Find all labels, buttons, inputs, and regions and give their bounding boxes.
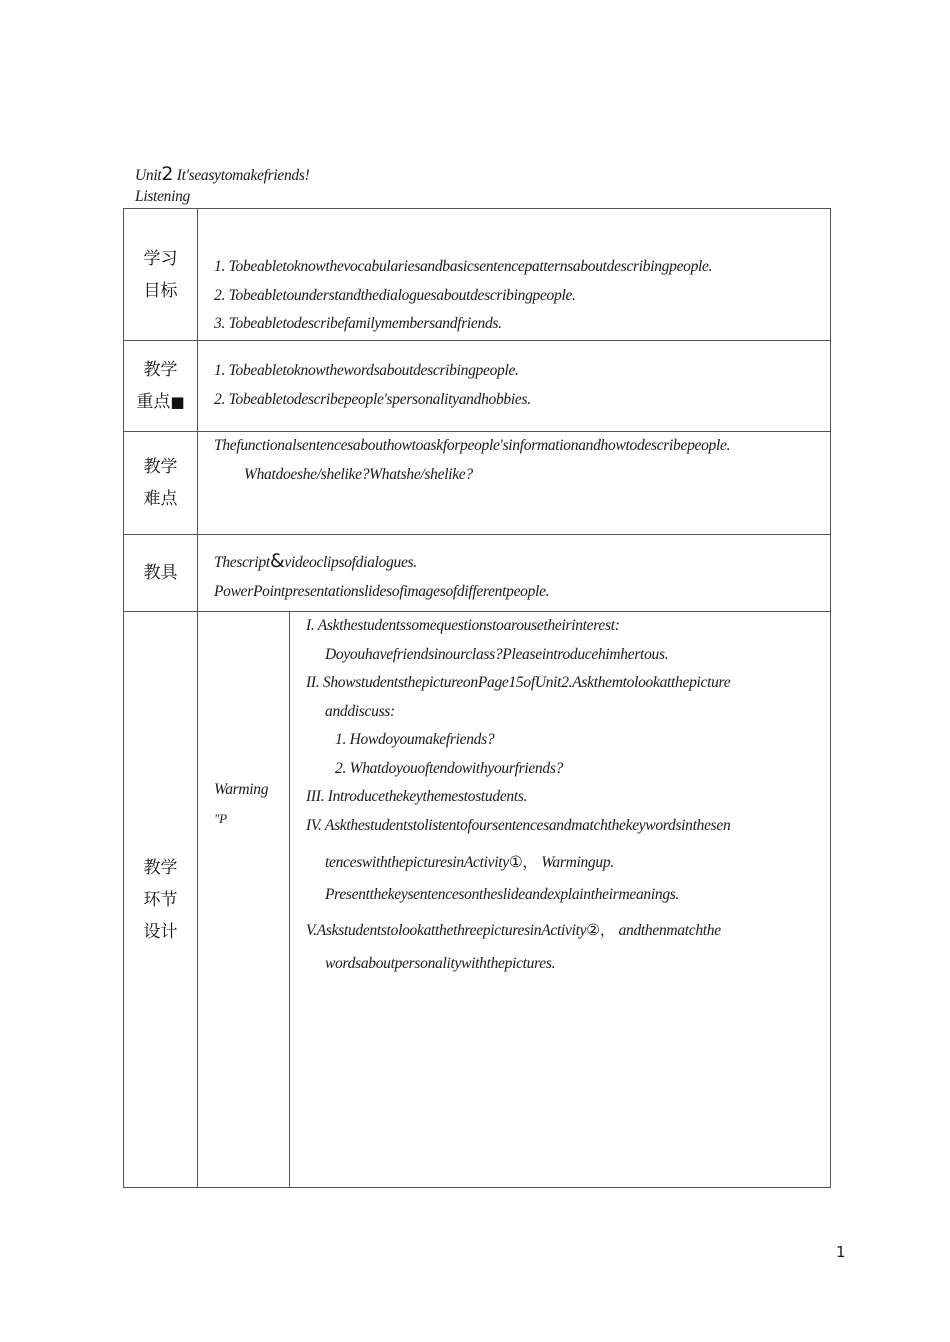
label-line: 环节	[143, 889, 178, 910]
page-number: 1	[836, 1243, 846, 1261]
aids-content	[198, 535, 831, 612]
step-subitem: 1. Howdoyoumakefriends?	[335, 731, 495, 748]
ampersand: &	[269, 550, 285, 572]
circled-two-icon: ②，	[586, 921, 615, 939]
unit-title	[135, 163, 309, 185]
step: III. Introducethekeythemestostudents.	[306, 788, 528, 805]
label-line	[124, 386, 197, 418]
step-detail	[306, 848, 830, 878]
row-goals	[124, 209, 831, 341]
step-detail: wordsaboutpersonalitywiththepictures.	[325, 954, 556, 972]
step-text: andthenmatchthe	[615, 922, 721, 939]
stage-cell	[198, 612, 290, 1188]
stage-name-cont: "P	[214, 810, 227, 826]
circled-one-icon: ①，	[508, 853, 538, 871]
goal-item: 1. Tobeabletoknowthevocabulariesandbasicsentencepatternsaboutdescribingpeople.	[214, 258, 713, 275]
row-aids	[124, 535, 831, 612]
key-point-item: 2. Tobeabletodescribepeople'spersonalityandhobbies.	[214, 390, 531, 408]
row-key-points	[124, 341, 831, 432]
step-detail: Presentthekeysentencesontheslideandexplaintheirmeanings.	[325, 885, 680, 903]
goal-item: 2. Tobeabletounderstandthedialoguesaboutdescribingpeople.	[214, 286, 576, 304]
label-line: 目标	[143, 280, 178, 301]
aids-line-1	[214, 547, 830, 578]
key-point-item: 1. Tobeabletoknowthewordsaboutdescribingpeople.	[214, 362, 519, 379]
unit-number: 2	[161, 163, 174, 185]
step-detail: anddiscuss:	[325, 702, 395, 720]
label-aids	[124, 535, 198, 612]
label-line: 教具	[143, 563, 178, 583]
step-subitem: 2. Whatdoyouoftendowithyourfriends?	[335, 759, 564, 777]
square-mark-icon: ■	[170, 393, 185, 411]
label-design	[124, 612, 198, 1188]
unit-name: It'seasytomakefriends!	[173, 167, 310, 184]
label-line: 设计	[143, 921, 178, 942]
difficulty-item: Whatdoeshe/shelike?Whatshe/shelike?	[244, 465, 473, 483]
aids-text: Thescript	[214, 554, 270, 571]
step-text: V.AskstudentstolookatthethreepicturesinActivity	[306, 922, 587, 939]
label-line: 学习	[143, 248, 178, 269]
aids-line-2: PowerPointpresentationslidesofimagesofdifferentpeople.	[214, 582, 550, 600]
goals-content	[198, 209, 831, 341]
lesson-type: Listening	[135, 188, 191, 205]
difficulty-item: Thefunctionalsentencesabouthowtoaskforpeople'sinformationandhowtodescribepeople.	[214, 437, 731, 454]
row-difficulties	[124, 432, 831, 535]
step: I. Askthestudentssomequestionstoarousetheirinterest:	[306, 617, 620, 634]
lesson-plan-table	[123, 208, 831, 1188]
step: II. ShowstudentsthepictureonPage15ofUnit2.Askthemtolookatthepicture	[306, 674, 731, 691]
stage-name: Warming	[214, 781, 269, 798]
step-detail: Doyouhavefriendsinourclass?Pleaseintroducehimhertous.	[325, 645, 669, 663]
difficulties-content	[198, 432, 831, 535]
step-text: Warmingup.	[537, 854, 614, 871]
label-difficulties	[124, 432, 198, 535]
step: IV. Askthestudentstolistentofoursentencesandmatchthekeywordsinthesen	[306, 816, 731, 834]
label-text: 重点	[136, 392, 171, 412]
steps-content	[290, 612, 831, 1188]
goal-item: 3. Tobeabletodescribefamilymembersandfriends.	[214, 315, 502, 332]
unit-prefix: Unit	[135, 167, 162, 184]
label-line: 教学	[143, 360, 178, 380]
label-key-points	[124, 341, 198, 432]
step-text: tenceswiththepicturesinActivity	[325, 854, 509, 871]
step	[306, 916, 830, 946]
label-line: 难点	[143, 489, 178, 509]
label-line: 教学	[143, 857, 178, 878]
label-goals	[124, 209, 198, 341]
row-design	[124, 612, 831, 1188]
label-line: 教学	[143, 457, 178, 477]
aids-text: videoclipsofdialogues.	[284, 554, 417, 571]
key-points-content	[198, 341, 831, 432]
